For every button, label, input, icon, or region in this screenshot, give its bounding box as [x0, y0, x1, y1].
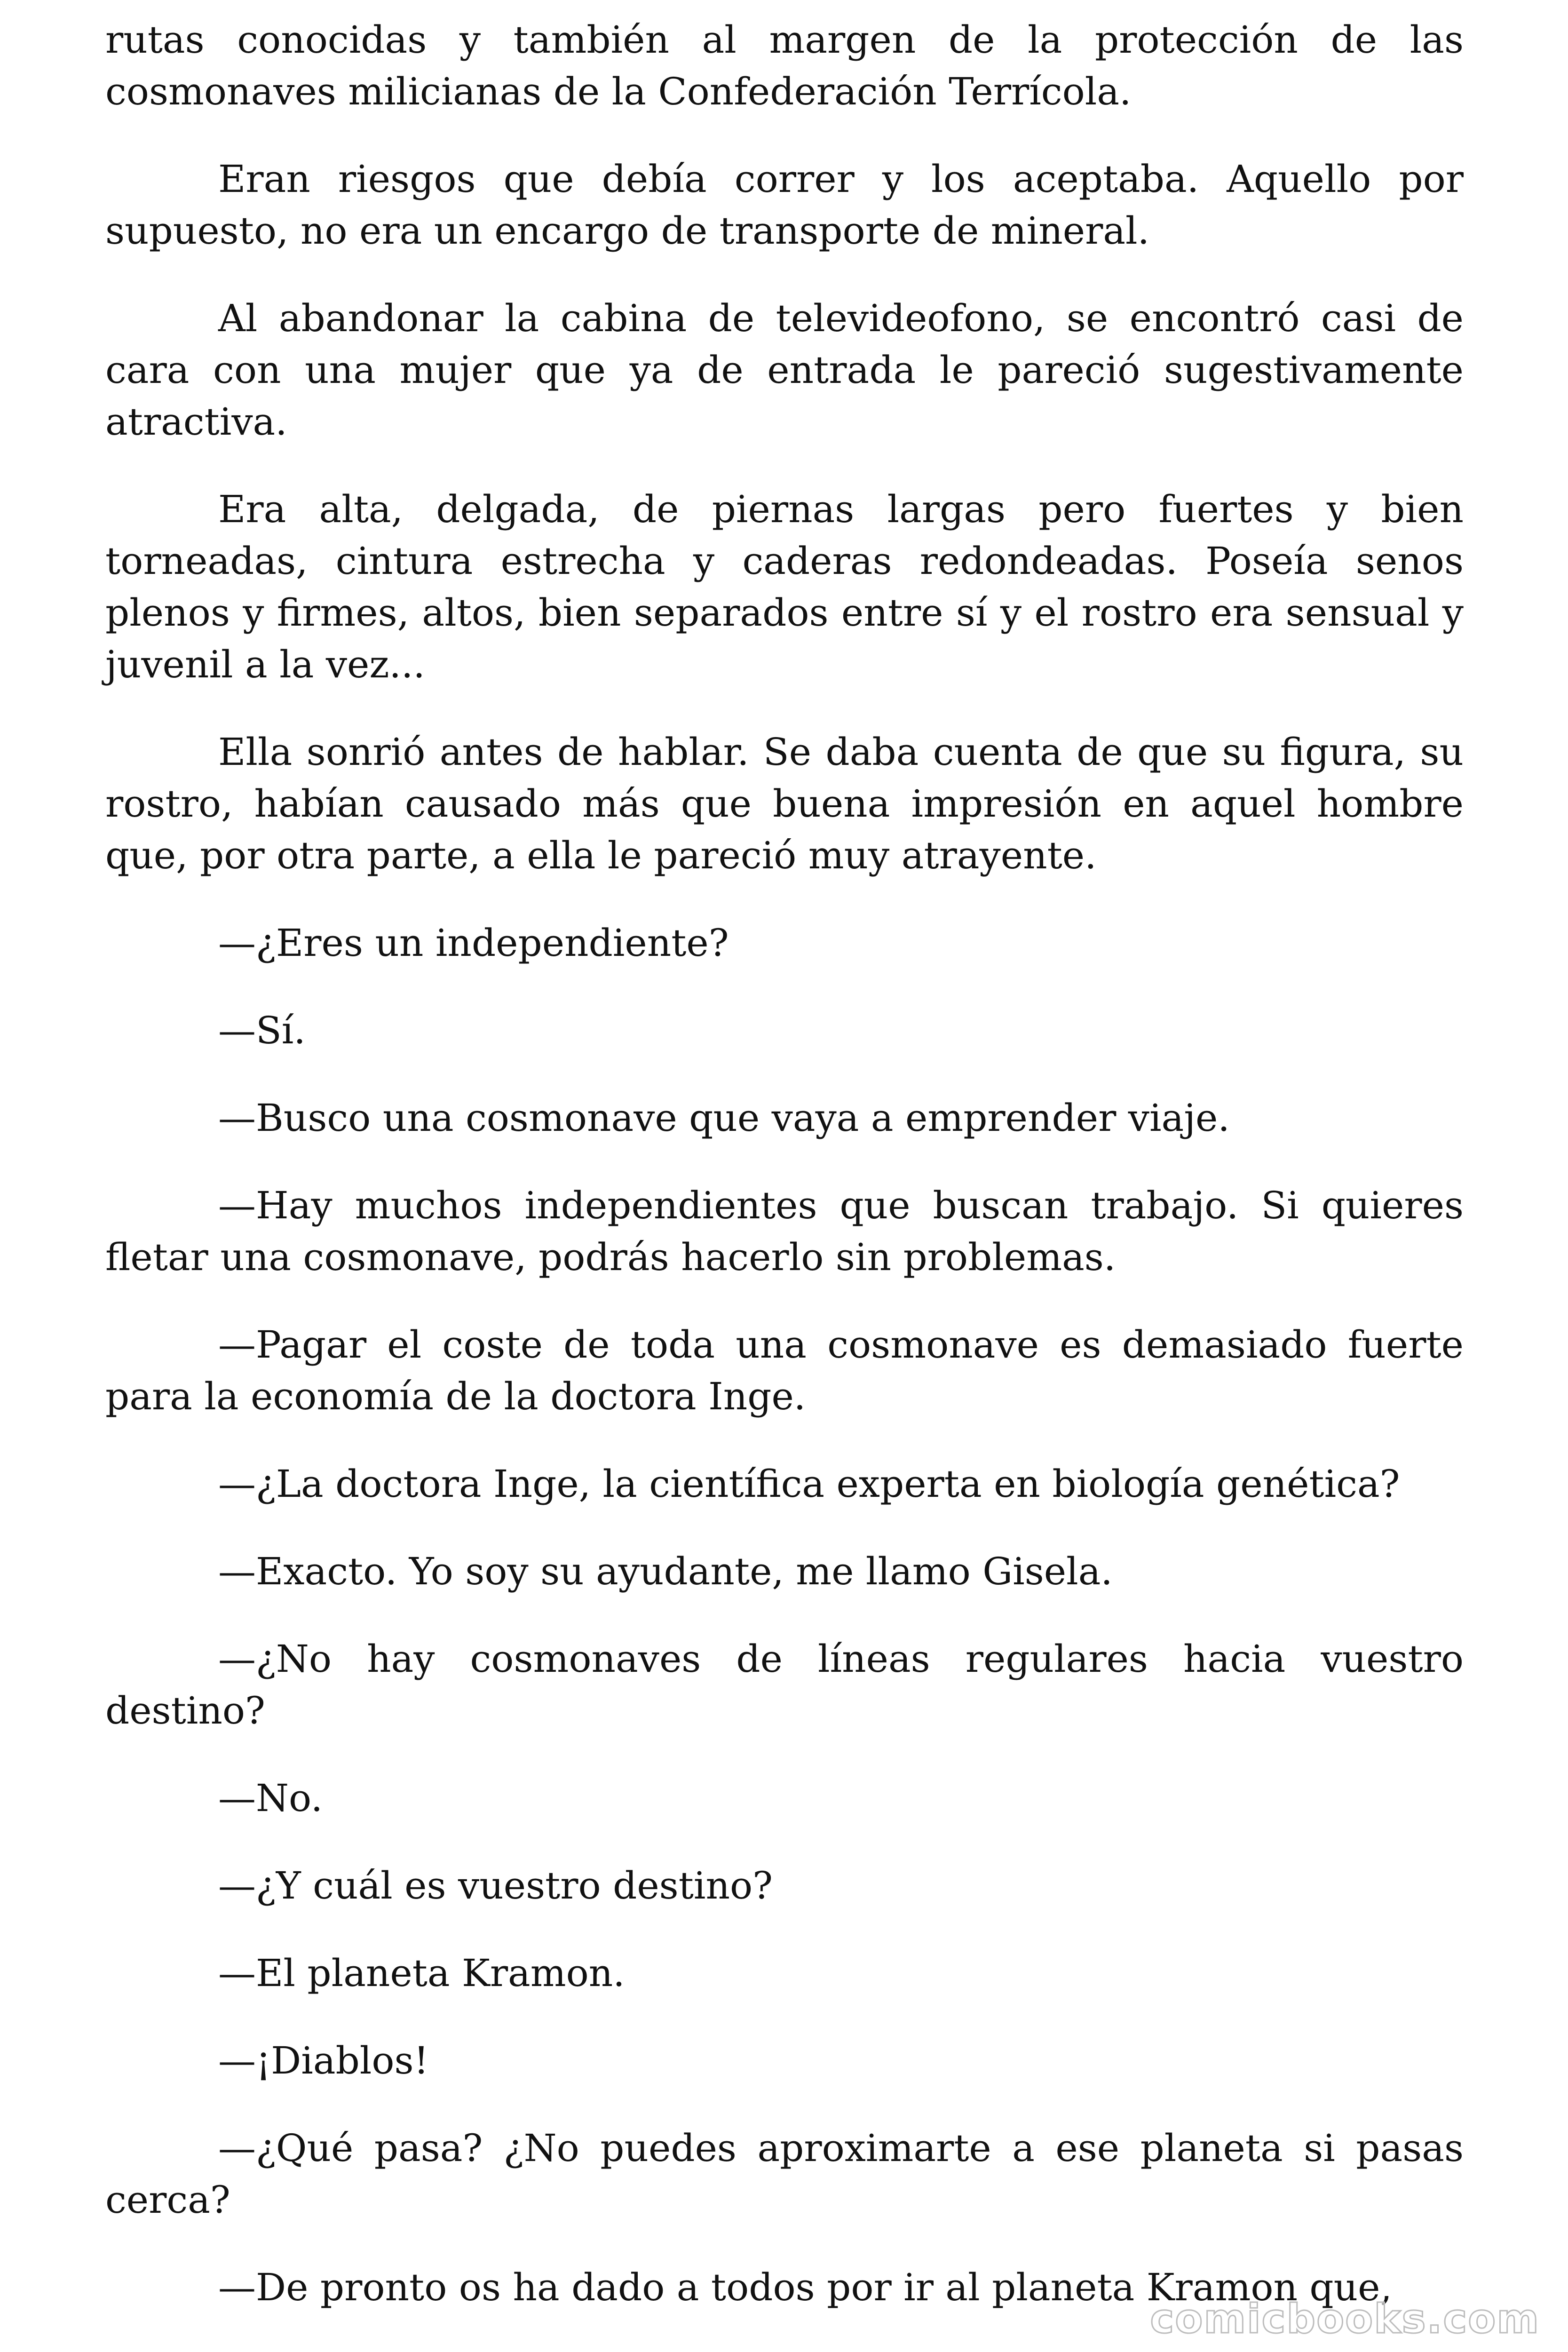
dialogue-line: —Pagar el coste de toda una cosmonave es demasiado fuerte para la economía de la doctora Inge.	[105, 1323, 1464, 1418]
dialogue-line: —Sí.	[218, 1009, 306, 1052]
dialogue-line: —¿Y cuál es vuestro destino?	[218, 1864, 773, 1907]
paragraph: Eran riesgos que debía correr y los aceptaba. Aquello por supuesto, no era un encargo de transporte de mineral.	[105, 157, 1464, 253]
dialogue-line: —De pronto os ha dado a todos por ir al planeta Kramon que,	[218, 2265, 1392, 2309]
dialogue-line: —No.	[218, 1776, 323, 1820]
dialogue-line: —Hay muchos independientes que buscan trabajo. Si quieres fletar una cosmonave, podrás hacerlo sin problemas.	[105, 1184, 1464, 1279]
paragraph: rutas conocidas y también al margen de la protección de las cosmonaves milicianas de la Confederación Terrícola.	[105, 18, 1464, 113]
dialogue-line: —El planeta Kramon.	[218, 1951, 625, 1995]
dialogue-line: —Exacto. Yo soy su ayudante, me llamo Gisela.	[218, 1549, 1113, 1593]
dialogue-line: —¿Qué pasa? ¿No puedes aproximarte a ese planeta si pasas cerca?	[105, 2126, 1464, 2222]
paragraph: Al abandonar la cabina de televideofono, se encontró casi de cara con una mujer que ya de entrada le pareció sugestivamente atractiva.	[105, 296, 1464, 444]
book-page	[105, 14, 1464, 2349]
paragraph: Ella sonrió antes de hablar. Se daba cuenta de que su figura, su rostro, habían causado más que buena impresión en aquel hombre que, por otra parte, a ella le pareció muy atrayente.	[105, 730, 1464, 877]
dialogue-line: —¡Diablos!	[218, 2039, 429, 2082]
dialogue-line: —¿La doctora Inge, la científica experta en biología genética?	[218, 1462, 1400, 1506]
dialogue-line: —¿Eres un independiente?	[218, 921, 729, 965]
paragraph: Era alta, delgada, de piernas largas pero fuertes y bien torneadas, cintura estrecha y caderas redondeadas. Poseía senos plenos y firmes, altos, bien separados entre sí y el rostro era sensual y juvenil a la vez...	[105, 487, 1464, 686]
dialogue-line: —Busco una cosmonave que vaya a emprender viaje.	[218, 1096, 1230, 1140]
watermark: comicbooks.com	[1150, 2296, 1540, 2343]
dialogue-line: —¿No hay cosmonaves de líneas regulares hacia vuestro destino?	[105, 1637, 1464, 1732]
